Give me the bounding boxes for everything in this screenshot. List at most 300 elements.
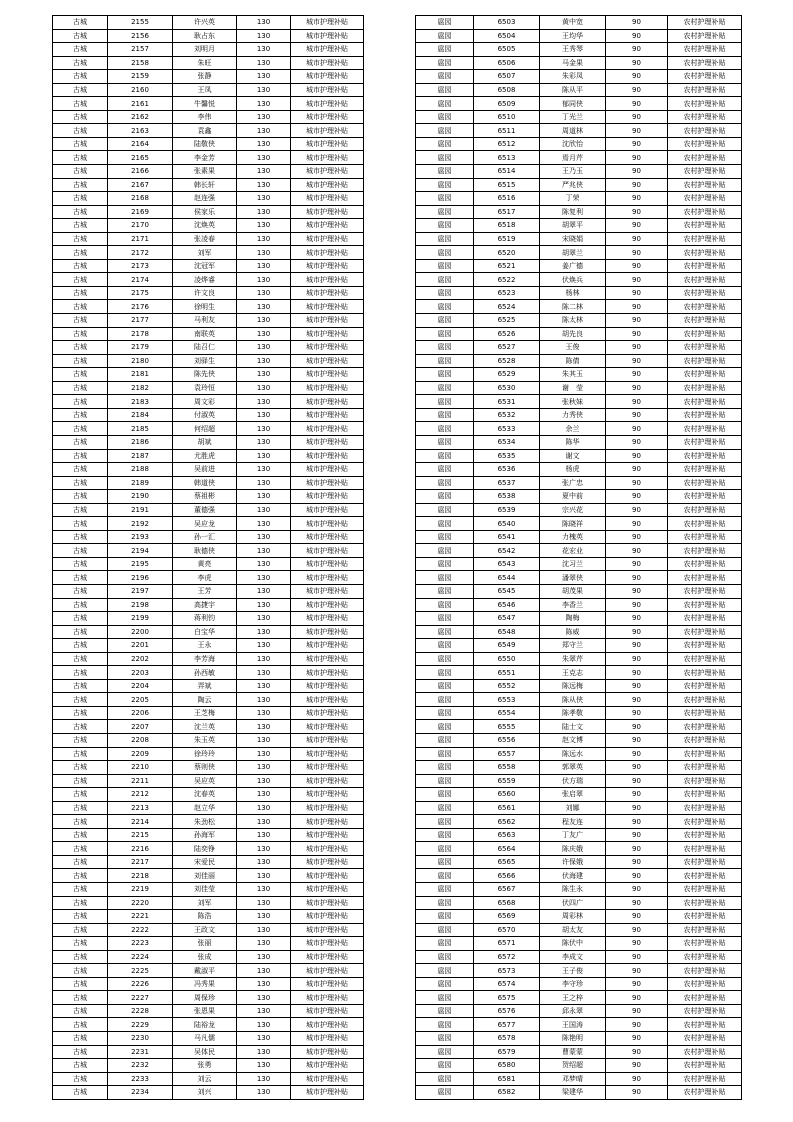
- subsidy-type-cell: 农村护理补贴: [668, 219, 742, 233]
- name-cell: 南联英: [173, 327, 237, 341]
- subsidy-type-cell: 城市护理补贴: [291, 557, 364, 571]
- subsidy-type-cell: 农村护理补贴: [668, 29, 742, 43]
- district-cell: 古城: [53, 1045, 108, 1059]
- district-cell: 扈园: [416, 341, 474, 355]
- name-cell: 袁鑫: [173, 124, 237, 138]
- district-cell: 扈园: [416, 747, 474, 761]
- serial-number-cell: 2189: [108, 476, 173, 490]
- name-cell: 郭翠英: [540, 761, 606, 775]
- serial-number-cell: 6552: [474, 679, 540, 693]
- district-cell: 古城: [53, 1072, 108, 1086]
- serial-number-cell: 2232: [108, 1059, 173, 1073]
- name-cell: 丁友广: [540, 828, 606, 842]
- amount-cell: 90: [606, 1086, 668, 1100]
- subsidy-type-cell: 城市护理补贴: [291, 259, 364, 273]
- table-row: [53, 584, 364, 598]
- name-cell: 陆士文: [540, 720, 606, 734]
- amount-cell: 130: [237, 747, 291, 761]
- amount-cell: 90: [606, 923, 668, 937]
- name-cell: 周保珍: [173, 991, 237, 1005]
- amount-cell: 130: [237, 463, 291, 477]
- amount-cell: 90: [606, 165, 668, 179]
- subsidy-type-cell: 城市护理补贴: [291, 612, 364, 626]
- amount-cell: 90: [606, 950, 668, 964]
- amount-cell: 130: [237, 666, 291, 680]
- table-row: [53, 747, 364, 761]
- table-row: [416, 422, 742, 436]
- table-row: [53, 341, 364, 355]
- subsidy-type-cell: 农村护理补贴: [668, 232, 742, 246]
- district-cell: 古城: [53, 910, 108, 924]
- table-row: [416, 314, 742, 328]
- district-cell: 古城: [53, 490, 108, 504]
- name-cell: 宋爱民: [173, 855, 237, 869]
- table-row: [416, 923, 742, 937]
- serial-number-cell: 2226: [108, 977, 173, 991]
- name-cell: 王之梓: [540, 991, 606, 1005]
- table-row: [53, 652, 364, 666]
- serial-number-cell: 6535: [474, 449, 540, 463]
- subsidy-type-cell: 农村护理补贴: [668, 652, 742, 666]
- amount-cell: 130: [237, 137, 291, 151]
- serial-number-cell: 2166: [108, 165, 173, 179]
- table-row: [416, 1045, 742, 1059]
- name-cell: 韩道侠: [173, 476, 237, 490]
- district-cell: 扈园: [416, 503, 474, 517]
- amount-cell: 90: [606, 652, 668, 666]
- name-cell: 董德强: [173, 503, 237, 517]
- subsidy-type-cell: 城市护理补贴: [291, 29, 364, 43]
- table-row: [416, 165, 742, 179]
- subsidy-type-cell: 农村护理补贴: [668, 1072, 742, 1086]
- name-cell: 沈焕英: [173, 219, 237, 233]
- table-row: [53, 259, 364, 273]
- name-cell: 周道林: [540, 124, 606, 138]
- table-row: [53, 720, 364, 734]
- subsidy-type-cell: 城市护理补贴: [291, 733, 364, 747]
- amount-cell: 90: [606, 977, 668, 991]
- serial-number-cell: 6565: [474, 855, 540, 869]
- subsidy-type-cell: 农村护理补贴: [668, 56, 742, 70]
- name-cell: 杨虎: [540, 463, 606, 477]
- table-row: [416, 476, 742, 490]
- serial-number-cell: 2219: [108, 883, 173, 897]
- district-cell: 古城: [53, 137, 108, 151]
- table-row: [416, 286, 742, 300]
- subsidy-type-cell: 农村护理补贴: [668, 273, 742, 287]
- district-cell: 古城: [53, 950, 108, 964]
- amount-cell: 130: [237, 327, 291, 341]
- table-row: [416, 97, 742, 111]
- table-row: [416, 571, 742, 585]
- amount-cell: 130: [237, 219, 291, 233]
- serial-number-cell: 6581: [474, 1072, 540, 1086]
- district-cell: 古城: [53, 625, 108, 639]
- name-cell: 李虎: [173, 571, 237, 585]
- serial-number-cell: 6561: [474, 801, 540, 815]
- serial-number-cell: 2233: [108, 1072, 173, 1086]
- name-cell: 韩长轩: [173, 178, 237, 192]
- subsidy-type-cell: 城市护理补贴: [291, 815, 364, 829]
- name-cell: 李成文: [540, 950, 606, 964]
- district-cell: 扈园: [416, 232, 474, 246]
- serial-number-cell: 6549: [474, 639, 540, 653]
- amount-cell: 90: [606, 476, 668, 490]
- table-row: [416, 463, 742, 477]
- amount-cell: 90: [606, 286, 668, 300]
- amount-cell: 90: [606, 788, 668, 802]
- subsidy-type-cell: 农村护理补贴: [668, 381, 742, 395]
- table-row: [416, 449, 742, 463]
- district-cell: 古城: [53, 449, 108, 463]
- subsidy-type-cell: 城市护理补贴: [291, 205, 364, 219]
- amount-cell: 90: [606, 598, 668, 612]
- subsidy-type-cell: 农村护理补贴: [668, 449, 742, 463]
- serial-number-cell: 2177: [108, 314, 173, 328]
- district-cell: 古城: [53, 828, 108, 842]
- district-cell: 扈园: [416, 422, 474, 436]
- amount-cell: 90: [606, 828, 668, 842]
- subsidy-type-cell: 城市护理补贴: [291, 246, 364, 260]
- amount-cell: 130: [237, 598, 291, 612]
- district-cell: 扈园: [416, 110, 474, 124]
- table-row: [53, 314, 364, 328]
- name-cell: 陈太林: [540, 314, 606, 328]
- amount-cell: 130: [237, 232, 291, 246]
- serial-number-cell: 2175: [108, 286, 173, 300]
- table-row: [416, 1004, 742, 1018]
- subsidy-type-cell: 城市护理补贴: [291, 584, 364, 598]
- table-row: [53, 300, 364, 314]
- table-row: [53, 29, 364, 43]
- table-row: [416, 761, 742, 775]
- name-cell: 陈华: [540, 435, 606, 449]
- table-row: [53, 788, 364, 802]
- subsidy-type-cell: 城市护理补贴: [291, 991, 364, 1005]
- serial-number-cell: 6570: [474, 923, 540, 937]
- district-cell: 扈园: [416, 381, 474, 395]
- name-cell: 李守珍: [540, 977, 606, 991]
- subsidy-type-cell: 农村护理补贴: [668, 124, 742, 138]
- amount-cell: 90: [606, 408, 668, 422]
- district-cell: 扈园: [416, 435, 474, 449]
- district-cell: 扈园: [416, 70, 474, 84]
- table-row: [53, 842, 364, 856]
- table-row: [416, 855, 742, 869]
- amount-cell: 90: [606, 557, 668, 571]
- name-cell: 戴淑平: [173, 964, 237, 978]
- serial-number-cell: 2229: [108, 1018, 173, 1032]
- serial-number-cell: 2171: [108, 232, 173, 246]
- serial-number-cell: 6562: [474, 815, 540, 829]
- serial-number-cell: 6537: [474, 476, 540, 490]
- district-cell: 古城: [53, 151, 108, 165]
- amount-cell: 130: [237, 408, 291, 422]
- name-cell: 凌烨睿: [173, 273, 237, 287]
- table-row: [53, 395, 364, 409]
- amount-cell: 90: [606, 530, 668, 544]
- subsidy-type-cell: 农村护理补贴: [668, 422, 742, 436]
- table-row: [53, 16, 364, 30]
- table-row: [53, 1032, 364, 1046]
- district-cell: 扈园: [416, 1072, 474, 1086]
- name-cell: 刘佳丽: [173, 869, 237, 883]
- name-cell: 潘翠侠: [540, 571, 606, 585]
- amount-cell: 130: [237, 720, 291, 734]
- table-row: [53, 733, 364, 747]
- subsidy-type-cell: 农村护理补贴: [668, 517, 742, 531]
- subsidy-type-cell: 农村护理补贴: [668, 977, 742, 991]
- amount-cell: 90: [606, 43, 668, 57]
- table-row: [53, 1059, 364, 1073]
- district-cell: 古城: [53, 476, 108, 490]
- table-row: [53, 503, 364, 517]
- name-cell: 沈冠军: [173, 259, 237, 273]
- serial-number-cell: 6574: [474, 977, 540, 991]
- subsidy-type-cell: 城市护理补贴: [291, 490, 364, 504]
- serial-number-cell: 2161: [108, 97, 173, 111]
- subsidy-type-cell: 农村护理补贴: [668, 1059, 742, 1073]
- name-cell: 蔡则侠: [173, 761, 237, 775]
- table-row: [416, 43, 742, 57]
- serial-number-cell: 2207: [108, 720, 173, 734]
- district-cell: 古城: [53, 110, 108, 124]
- district-cell: 古城: [53, 463, 108, 477]
- table-row: [53, 1086, 364, 1100]
- subsidy-type-cell: 农村护理补贴: [668, 923, 742, 937]
- amount-cell: 90: [606, 584, 668, 598]
- district-cell: 扈园: [416, 395, 474, 409]
- serial-number-cell: 6554: [474, 706, 540, 720]
- district-cell: 古城: [53, 693, 108, 707]
- name-cell: 孙海军: [173, 828, 237, 842]
- serial-number-cell: 6504: [474, 29, 540, 43]
- district-cell: 古城: [53, 205, 108, 219]
- subsidy-type-cell: 城市护理补贴: [291, 774, 364, 788]
- subsidy-type-cell: 农村护理补贴: [668, 83, 742, 97]
- district-cell: 扈园: [416, 1086, 474, 1100]
- table-row: [416, 869, 742, 883]
- amount-cell: 130: [237, 828, 291, 842]
- amount-cell: 130: [237, 246, 291, 260]
- amount-cell: 130: [237, 1032, 291, 1046]
- subsidy-type-cell: 城市护理补贴: [291, 855, 364, 869]
- subsidy-type-cell: 农村护理补贴: [668, 720, 742, 734]
- subsidy-type-cell: 农村护理补贴: [668, 408, 742, 422]
- subsidy-type-cell: 农村护理补贴: [668, 584, 742, 598]
- serial-number-cell: 2164: [108, 137, 173, 151]
- name-cell: 许文良: [173, 286, 237, 300]
- subsidy-type-cell: 农村护理补贴: [668, 991, 742, 1005]
- serial-number-cell: 2224: [108, 950, 173, 964]
- subsidy-type-cell: 城市护理补贴: [291, 97, 364, 111]
- amount-cell: 130: [237, 56, 291, 70]
- table-row: [53, 1072, 364, 1086]
- district-cell: 扈园: [416, 1059, 474, 1073]
- district-cell: 扈园: [416, 571, 474, 585]
- amount-cell: 130: [237, 937, 291, 951]
- serial-number-cell: 2216: [108, 842, 173, 856]
- subsidy-type-cell: 农村护理补贴: [668, 530, 742, 544]
- serial-number-cell: 2199: [108, 612, 173, 626]
- serial-number-cell: 2186: [108, 435, 173, 449]
- name-cell: 张广忠: [540, 476, 606, 490]
- table-row: [53, 56, 364, 70]
- table-row: [416, 110, 742, 124]
- amount-cell: 130: [237, 1072, 291, 1086]
- district-cell: 扈园: [416, 639, 474, 653]
- subsidy-type-cell: 城市护理补贴: [291, 964, 364, 978]
- district-cell: 古城: [53, 733, 108, 747]
- table-row: [416, 639, 742, 653]
- table-row: [416, 83, 742, 97]
- subsidy-type-cell: 农村护理补贴: [668, 788, 742, 802]
- serial-number-cell: 6578: [474, 1032, 540, 1046]
- district-cell: 古城: [53, 246, 108, 260]
- name-cell: 陆裕龙: [173, 1018, 237, 1032]
- name-cell: 李香兰: [540, 598, 606, 612]
- name-cell: 梁建华: [540, 1086, 606, 1100]
- table-row: [416, 259, 742, 273]
- serial-number-cell: 2227: [108, 991, 173, 1005]
- subsidy-type-cell: 农村护理补贴: [668, 801, 742, 815]
- subsidy-type-cell: 农村护理补贴: [668, 70, 742, 84]
- table-row: [416, 530, 742, 544]
- subsidy-type-cell: 城市护理补贴: [291, 828, 364, 842]
- amount-cell: 90: [606, 97, 668, 111]
- serial-number-cell: 2162: [108, 110, 173, 124]
- amount-cell: 130: [237, 855, 291, 869]
- table-row: [416, 652, 742, 666]
- district-cell: 古城: [53, 381, 108, 395]
- subsidy-type-cell: 城市护理补贴: [291, 232, 364, 246]
- amount-cell: 90: [606, 747, 668, 761]
- name-cell: 胡太友: [540, 923, 606, 937]
- amount-cell: 90: [606, 815, 668, 829]
- subsidy-type-cell: 农村护理补贴: [668, 259, 742, 273]
- district-cell: 扈园: [416, 964, 474, 978]
- subsidy-type-cell: 城市护理补贴: [291, 1072, 364, 1086]
- district-cell: 古城: [53, 517, 108, 531]
- subsidy-type-cell: 城市护理补贴: [291, 923, 364, 937]
- name-cell: 王克志: [540, 666, 606, 680]
- table-row: [53, 706, 364, 720]
- table-row: [416, 733, 742, 747]
- table-row: [416, 219, 742, 233]
- serial-number-cell: 2198: [108, 598, 173, 612]
- serial-number-cell: 6512: [474, 137, 540, 151]
- name-cell: 侯家乐: [173, 205, 237, 219]
- amount-cell: 130: [237, 435, 291, 449]
- district-cell: 扈园: [416, 97, 474, 111]
- subsidy-type-cell: 农村护理补贴: [668, 544, 742, 558]
- subsidy-type-cell: 农村护理补贴: [668, 774, 742, 788]
- district-cell: 扈园: [416, 517, 474, 531]
- amount-cell: 130: [237, 544, 291, 558]
- name-cell: 白宝华: [173, 625, 237, 639]
- district-cell: 扈园: [416, 801, 474, 815]
- name-cell: 陶梅: [540, 612, 606, 626]
- serial-number-cell: 6559: [474, 774, 540, 788]
- right-table-body: [416, 16, 742, 1100]
- serial-number-cell: 2173: [108, 259, 173, 273]
- district-cell: 古城: [53, 598, 108, 612]
- district-cell: 扈园: [416, 788, 474, 802]
- amount-cell: 130: [237, 1045, 291, 1059]
- subsidy-type-cell: 农村护理补贴: [668, 435, 742, 449]
- serial-number-cell: 2225: [108, 964, 173, 978]
- district-cell: 扈园: [416, 896, 474, 910]
- name-cell: 余兰: [540, 422, 606, 436]
- subsidy-type-cell: 农村护理补贴: [668, 950, 742, 964]
- amount-cell: 90: [606, 16, 668, 30]
- serial-number-cell: 2210: [108, 761, 173, 775]
- subsidy-type-cell: 农村护理补贴: [668, 706, 742, 720]
- amount-cell: 90: [606, 1004, 668, 1018]
- district-cell: 扈园: [416, 192, 474, 206]
- amount-cell: 90: [606, 869, 668, 883]
- subsidy-type-cell: 农村护理补贴: [668, 246, 742, 260]
- subsidy-type-cell: 城市护理补贴: [291, 219, 364, 233]
- amount-cell: 130: [237, 1059, 291, 1073]
- subsidy-type-cell: 农村护理补贴: [668, 733, 742, 747]
- name-cell: 朱劲松: [173, 815, 237, 829]
- table-row: [416, 327, 742, 341]
- name-cell: 袁玲恒: [173, 381, 237, 395]
- table-row: [416, 693, 742, 707]
- name-cell: 陈威: [540, 625, 606, 639]
- subsidy-type-cell: 城市护理补贴: [291, 639, 364, 653]
- serial-number-cell: 2190: [108, 490, 173, 504]
- serial-number-cell: 2221: [108, 910, 173, 924]
- district-cell: 扈园: [416, 16, 474, 30]
- amount-cell: 90: [606, 503, 668, 517]
- subsidy-type-cell: 城市护理补贴: [291, 314, 364, 328]
- table-row: [416, 842, 742, 856]
- serial-number-cell: 2211: [108, 774, 173, 788]
- amount-cell: 90: [606, 395, 668, 409]
- district-cell: 古城: [53, 923, 108, 937]
- subsidy-type-cell: 城市护理补贴: [291, 273, 364, 287]
- district-cell: 扈园: [416, 1032, 474, 1046]
- name-cell: 张勇: [173, 1059, 237, 1073]
- amount-cell: 130: [237, 869, 291, 883]
- name-cell: 高捷宇: [173, 598, 237, 612]
- name-cell: 弄斌: [173, 679, 237, 693]
- district-cell: 扈园: [416, 205, 474, 219]
- amount-cell: 130: [237, 883, 291, 897]
- district-cell: 古城: [53, 314, 108, 328]
- name-cell: 马利友: [173, 314, 237, 328]
- district-cell: 扈园: [416, 165, 474, 179]
- amount-cell: 90: [606, 83, 668, 97]
- serial-number-cell: 6580: [474, 1059, 540, 1073]
- amount-cell: 130: [237, 517, 291, 531]
- district-cell: 古城: [53, 801, 108, 815]
- district-cell: 古城: [53, 571, 108, 585]
- serial-number-cell: 2170: [108, 219, 173, 233]
- amount-cell: 130: [237, 774, 291, 788]
- amount-cell: 130: [237, 842, 291, 856]
- table-row: [416, 1059, 742, 1073]
- district-cell: 古城: [53, 395, 108, 409]
- serial-number-cell: 2196: [108, 571, 173, 585]
- district-cell: 古城: [53, 219, 108, 233]
- serial-number-cell: 2214: [108, 815, 173, 829]
- district-cell: 扈园: [416, 828, 474, 842]
- name-cell: 丁光兰: [540, 110, 606, 124]
- name-cell: 胡先良: [540, 327, 606, 341]
